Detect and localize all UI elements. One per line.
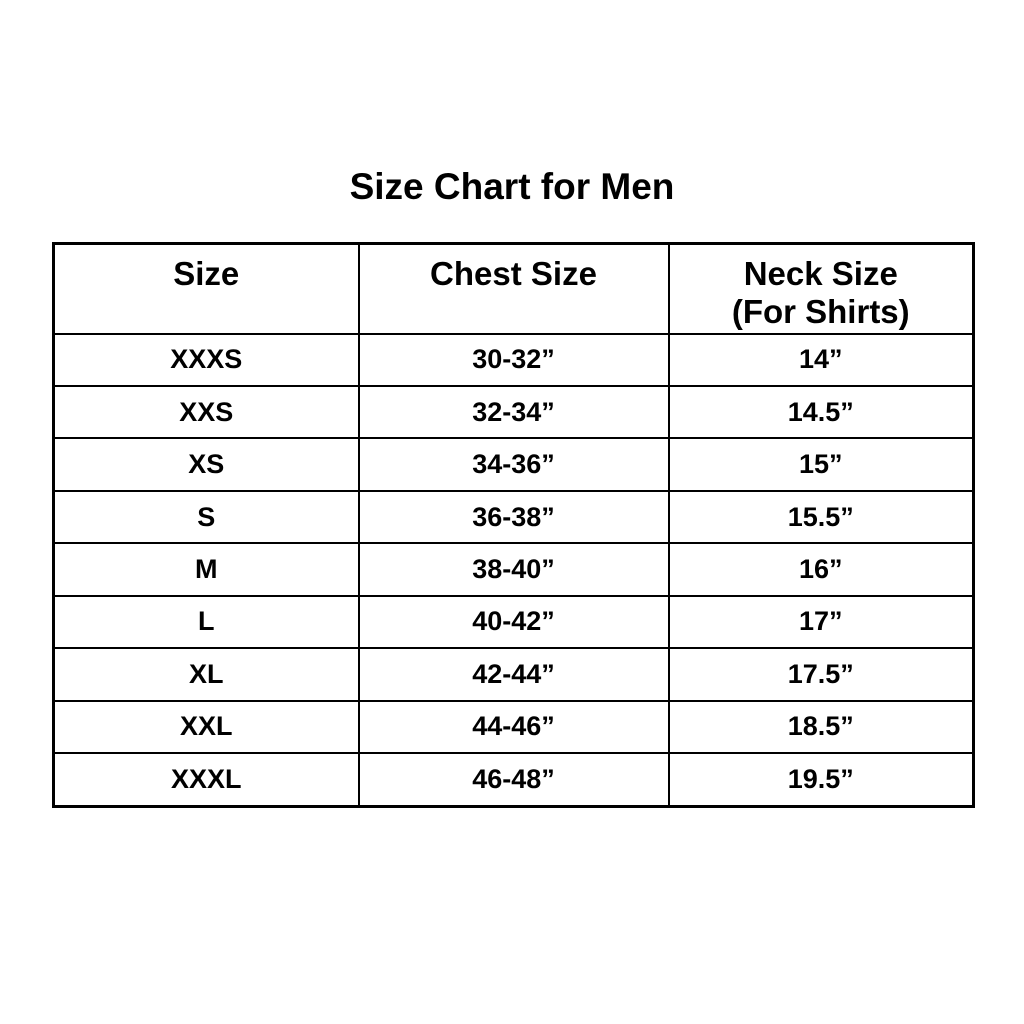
table-row	[54, 543, 974, 595]
table-cell: 16”	[669, 543, 974, 595]
table-cell: 19.5”	[669, 753, 974, 806]
table-cell: S	[54, 491, 359, 543]
table-cell: 18.5”	[669, 701, 974, 753]
table-cell: 34-36”	[359, 438, 669, 490]
table-cell: 15.5”	[669, 491, 974, 543]
table-cell: 46-48”	[359, 753, 669, 806]
table-cell: XXXS	[54, 334, 359, 386]
column-header-neck-size-subline: (For Shirts)	[731, 293, 910, 330]
column-header-chest-size-label: Chest Size	[430, 255, 597, 292]
table-cell: 40-42”	[359, 596, 669, 648]
column-header-neck-size	[669, 244, 974, 334]
table-row	[54, 491, 974, 543]
table-cell: 30-32”	[359, 334, 669, 386]
table-cell: 17.5”	[669, 648, 974, 700]
table-cell: 38-40”	[359, 543, 669, 595]
table-cell: 15”	[669, 438, 974, 490]
table-cell: XXL	[54, 701, 359, 753]
table-cell: 14.5”	[669, 386, 974, 438]
table-cell: 17”	[669, 596, 974, 648]
page-title: Size Chart for Men	[349, 166, 675, 207]
table-row	[54, 386, 974, 438]
table-cell: M	[54, 543, 359, 595]
table-cell: 44-46”	[359, 701, 669, 753]
column-header-chest-size	[359, 244, 669, 334]
table-cell: 32-34”	[359, 386, 669, 438]
size-chart-table	[52, 242, 975, 808]
table-cell: XXS	[54, 386, 359, 438]
table-row	[54, 334, 974, 386]
table-cell: 14”	[669, 334, 974, 386]
header-row	[54, 244, 974, 334]
table-row	[54, 596, 974, 648]
table-cell: XXXL	[54, 753, 359, 806]
table-row	[54, 438, 974, 490]
table-cell: 36-38”	[359, 491, 669, 543]
table-row	[54, 753, 974, 806]
column-header-size-label: Size	[173, 255, 240, 292]
column-header-size	[54, 244, 359, 334]
table-cell: XS	[54, 438, 359, 490]
table-row	[54, 648, 974, 700]
table-row	[54, 701, 974, 753]
column-header-neck-size-label: Neck Size	[743, 255, 898, 292]
table-cell: XL	[54, 648, 359, 700]
size-table-body	[54, 334, 974, 807]
table-cell: L	[54, 596, 359, 648]
table-cell: 42-44”	[359, 648, 669, 700]
